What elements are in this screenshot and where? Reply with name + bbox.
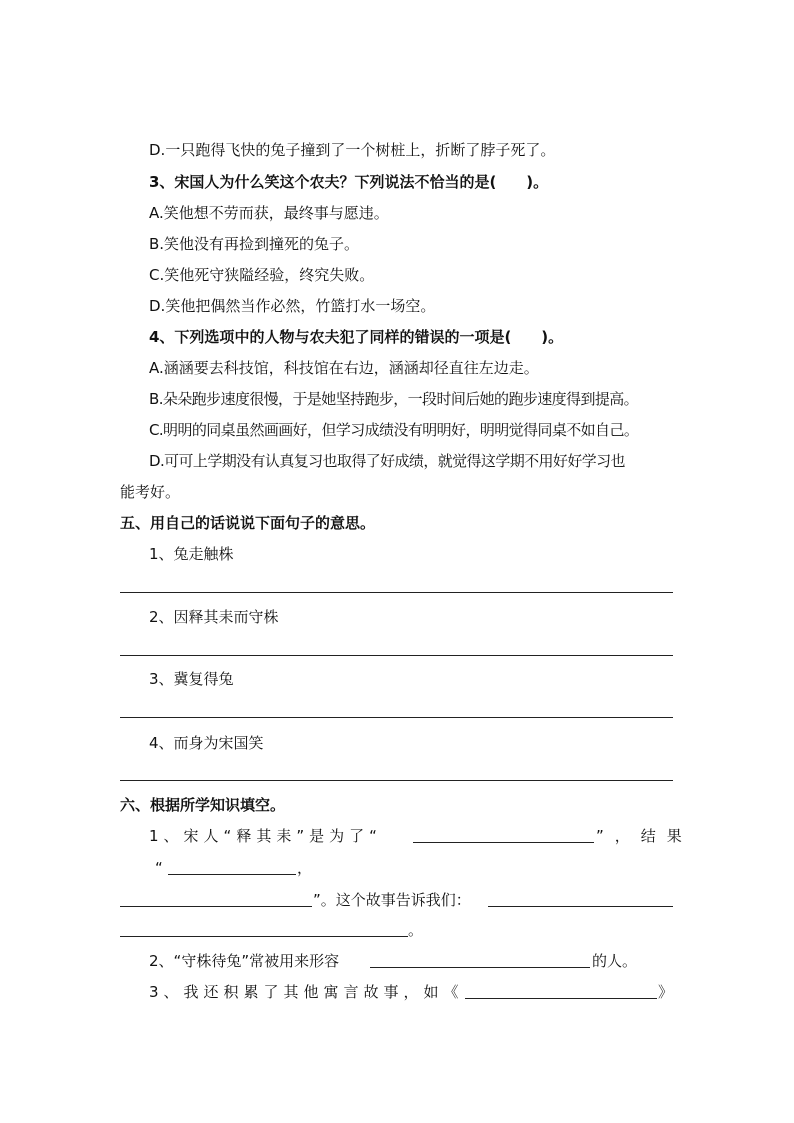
answer-line-2[interactable] bbox=[120, 655, 673, 656]
section6-title: 六、根据所学知识填空。 bbox=[120, 796, 286, 814]
section6-q3-part1: 3、我还积累了其他寓言故事，如《 bbox=[149, 983, 464, 1001]
fill-blank-purpose[interactable] bbox=[413, 826, 594, 843]
fill-blank-fable-title[interactable] bbox=[465, 982, 657, 999]
q3-stem: 3、宋国人为什么笑这个农夫？下列说法不恰当的是( )。 bbox=[149, 173, 549, 191]
section5-item-2: 2、因释其耒而守株 bbox=[149, 608, 279, 626]
q4-option-d-continued: 能考好。 bbox=[120, 483, 181, 501]
answer-line-4[interactable] bbox=[120, 780, 673, 781]
answer-line-3[interactable] bbox=[120, 717, 673, 718]
section6-q1-end: 。 bbox=[408, 921, 424, 939]
section6-q1-part3: ”。这个故事告诉我们： bbox=[313, 891, 471, 909]
q3-option-b: B.笑他没有再捡到撞死的兔子。 bbox=[149, 235, 360, 253]
q3-option-d: D.笑他把偶然当作必然，竹篮打水一场空。 bbox=[149, 297, 436, 315]
section5-item-1: 1、兔走触株 bbox=[149, 545, 234, 563]
q3-option-c: C.笑他死守狭隘经验，终究失败。 bbox=[149, 266, 375, 284]
fill-blank-lesson-end[interactable] bbox=[120, 920, 408, 937]
fill-blank-result-end[interactable] bbox=[120, 890, 312, 907]
q4-stem: 4、下列选项中的人物与农夫犯了同样的错误的一项是( )。 bbox=[149, 328, 564, 346]
section6-q1-comma: ， bbox=[297, 859, 313, 877]
q4-option-c: C.明明的同桌虽然画画好，但学习成绩没有明明好，明明觉得同桌不如自己。 bbox=[149, 421, 639, 439]
section5-item-4: 4、而身为宋国笑 bbox=[149, 734, 264, 752]
fill-blank-result-start[interactable] bbox=[168, 858, 296, 875]
q4-option-b: B.朵朵跑步速度很慢，于是她坚持跑步，一段时间后她的跑步速度得到提高。 bbox=[149, 390, 639, 408]
q3-option-a: A.笑他想不劳而获，最终事与愿违。 bbox=[149, 204, 389, 222]
section6-q1-quote-open: “ bbox=[155, 859, 163, 877]
answer-line-1[interactable] bbox=[120, 592, 673, 593]
section6-q2-part1: 2、“守株待兔”常被用来形容 bbox=[149, 952, 340, 970]
q4-option-d: D.可可上学期没有认真复习也取得了好成绩，就觉得这学期不用好好学习也 bbox=[149, 452, 625, 470]
section5-item-3: 3、冀复得兔 bbox=[149, 670, 234, 688]
section6-q1-part1: 1、宋人“释其耒”是为了“ bbox=[149, 827, 382, 845]
q2-option-d: D.一只跑得飞快的兔子撞到了一个树桩上，折断了脖子死了。 bbox=[149, 141, 556, 159]
section6-q2-part2: 的人。 bbox=[592, 952, 638, 970]
q4-option-a: A.涵涵要去科技馆，科技馆在右边，涵涵却径直往左边走。 bbox=[149, 359, 539, 377]
section6-q1-part2: ”，结果 bbox=[596, 827, 693, 845]
section6-q3-part2: 》 bbox=[658, 983, 674, 1001]
fill-blank-lesson-start[interactable] bbox=[488, 890, 673, 907]
section5-title: 五、用自己的话说说下面句子的意思。 bbox=[120, 514, 376, 532]
fill-blank-describe[interactable] bbox=[370, 951, 590, 968]
